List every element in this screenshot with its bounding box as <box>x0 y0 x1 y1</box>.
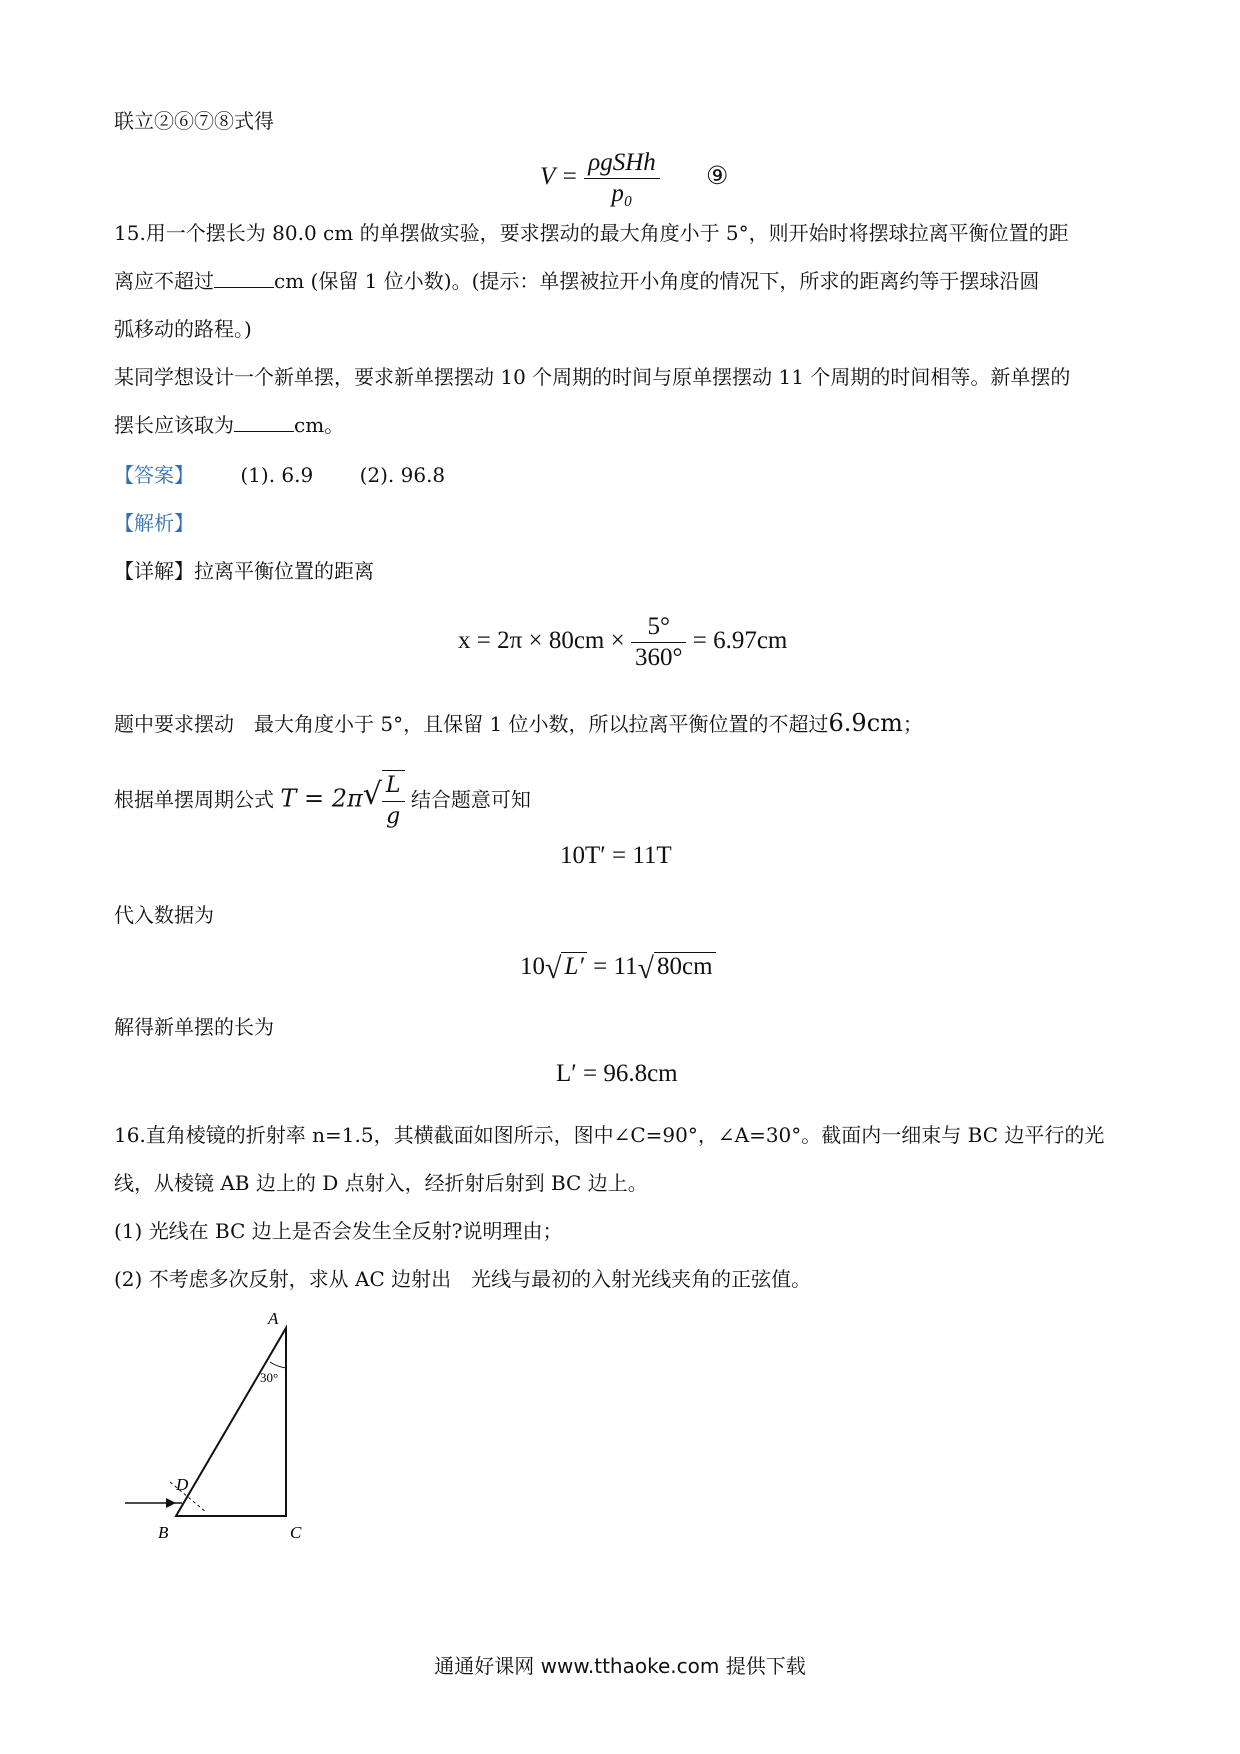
blank-1 <box>214 269 274 288</box>
blank-2 <box>234 413 294 432</box>
eqx-numerator: 5° <box>631 612 687 643</box>
q15-line2b: cm (保留 1 位小数)。(提示：单摆被拉开小角度的情况下，所求的距离约等于摆球沿圆 <box>274 269 1040 293</box>
equation-period: 10T′ = 11T <box>560 842 672 869</box>
text-d: 解得新单摆的长为 <box>114 1015 274 1039</box>
q15-line5 <box>114 400 1134 450</box>
answer-1: (1). 6.9 <box>240 463 314 487</box>
q15-line1: 15.用一个摆长为 80.0 cm 的单摆做实验，要求摆动的最大角度小于 5°，则开始时将摆球拉离平衡位置的距 <box>114 221 1069 245</box>
text-a-end: ； <box>902 712 923 736</box>
analysis-tag: 【解析】 <box>114 511 194 535</box>
q16-line2: 线，从棱镜 AB 边上的 D 点射入，经折射后射到 BC 边上。 <box>114 1171 648 1195</box>
eq9-denominator: p₀ <box>611 180 633 207</box>
detail-line: 【详解】拉离平衡位置的距离 <box>114 559 374 583</box>
equation-x <box>458 612 787 673</box>
text-b-end: 结合题意可知 <box>410 787 531 812</box>
equation-9 <box>540 148 728 209</box>
equation-L: L′ = 96.8cm <box>556 1060 678 1087</box>
q15-line4: 某同学想设计一个新单摆，要求新单摆摆动 10 个周期的时间与原单摆摆动 11 个周期的时间相等。新单摆的 <box>114 365 1071 389</box>
sub-80cm: 80cm <box>654 952 716 981</box>
text-a <box>114 698 1134 749</box>
sub-10: 10 <box>520 953 545 980</box>
label-C: C <box>290 1523 302 1542</box>
sub-Lprime: L′ <box>561 952 586 981</box>
sub-11: = 11 <box>593 953 638 980</box>
label-D: D <box>176 1475 189 1494</box>
eq9-marker: ⑨ <box>706 163 729 191</box>
text-a-value: 6.9cm <box>828 709 903 737</box>
eq9-numerator: ρgSHh <box>584 148 660 179</box>
answer-tag: 【答案】 <box>114 463 194 487</box>
q15-line5a: 摆长应该取为 <box>114 413 234 437</box>
q15-line2 <box>114 256 1134 306</box>
formula-L: L <box>382 771 405 802</box>
sqrt-icon: √ <box>545 952 562 985</box>
prism-triangle <box>176 1328 286 1516</box>
eqx-rhs: = 6.97cm <box>692 627 788 655</box>
text-c: 代入数据为 <box>114 903 214 927</box>
q15-line3: 弧移动的路程。) <box>114 317 252 341</box>
eqx-denominator: 360° <box>634 644 683 671</box>
eqx-lhs: x = 2π × 80cm × <box>458 627 625 655</box>
q16-line1: 16.直角棱镜的折射率 n=1.5，其横截面如图所示，图中∠C=90°，∠A=30°。截面内一细束与 BC 边平行的光 <box>114 1123 1105 1147</box>
q15-line5b: cm。 <box>294 413 345 437</box>
arrow-icon <box>166 1498 176 1508</box>
q15-line2a: 离应不超过 <box>114 269 214 293</box>
label-angle: 30° <box>260 1370 279 1385</box>
q16-sub1: (1) 光线在 BC 边上是否会发生全反射?说明理由； <box>114 1219 563 1243</box>
q16-sub2: (2) 不考虑多次反射，求从 AC 边射出 光线与最初的入射光线夹角的正弦值。 <box>114 1267 812 1291</box>
text-a-body: 题中要求摆动 最大角度小于 5°，且保留 1 位小数，所以拉离平衡位置的不超过 <box>114 712 829 736</box>
formula-g: g <box>386 804 401 829</box>
period-formula: T = 2π <box>280 784 363 813</box>
text-b <box>114 770 1134 832</box>
intro-line: 联立②⑥⑦⑧式得 <box>114 109 274 133</box>
answer-2: (2). 96.8 <box>359 463 446 487</box>
text-b-start: 根据单摆周期公式 <box>114 787 274 812</box>
equation-substitution <box>520 952 716 986</box>
angle-arc <box>270 1362 286 1368</box>
label-A: A <box>268 1310 279 1328</box>
prism-figure <box>110 1310 330 1550</box>
footer: 通通好课网 www.tthaoke.com 提供下载 <box>434 1654 806 1678</box>
answer-line <box>114 450 1134 500</box>
sqrt-icon: √ <box>362 777 382 812</box>
sqrt-icon: √ <box>637 952 654 985</box>
label-B: B <box>158 1523 169 1542</box>
eq9-lhs: V = <box>540 163 578 191</box>
